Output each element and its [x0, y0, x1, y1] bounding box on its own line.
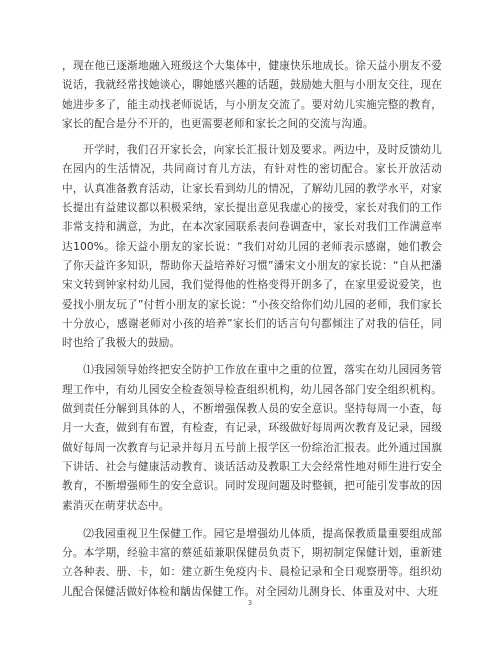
document-body: [62, 57, 442, 602]
paragraph-parent-meeting: 开学时，我们召开家长会，向家长汇报计划及要求。两边中，及时反馈幼儿在园内的生活情况，共同商讨育儿方法，有针对性的密切配合。家长开放活动中，认真准备教育活动，让家长看到幼儿的情况，了解幼儿园的教学水平，对家长提出有益建议都以积极采纳，家长提出意见我虚心的接受，家长对我们的工作非常支持和满意，为此，在本次家园联系表问卷调查中，家长对我们工作满意率达100%。徐天益小朋友的家长说：“我们对幼儿园的老师表示感谢，她们教会了你天益许多知识，帮助你天益培养好习惯”潘宋文小朋友的家长说：“自从把潘宋文转到钟家村幼儿园，我们觉得他的性格变得开朗多了，在家里爱说爱笑，也爱找小朋友玩了”付哲小朋友的家长说：“小孩交给你们幼儿园的老师，我们家长十分放心，感谢老师对小孩的培养”家长们的话言句句都倾注了对我的信任，同时也给了我极大的鼓励。: [62, 144, 442, 350]
page-number: 3: [247, 599, 253, 607]
paragraph-home-school-communication: ，现在他已逐渐地融入班级这个大集体中，健康快乐地成长。徐天益小朋友不爱说话，我就经常找她谈心，聊她感兴趣的话题，鼓励她大胆与小朋友交往，现在她进步多了，能主动找老师说话，与小朋友交流了。要对幼儿实施完整的教育，家长的配合是分不开的，也更需要老师和家长之间的交流与沟通。: [62, 60, 442, 130]
paragraph-safety-work: ⑴我园领导始终把安全防护工作放在重中之重的位置，落实在幼儿园园务管理工作中，有幼儿园安全检查领导检查组织机构，幼儿园各部门安全组织机构。做到责任分解到具体的人，不断增强保教人员的安全意识。坚持每周一小查，每月一大查，做到有布置，有检查，有记录，环级做好每周两次教育及记录，园级做好每周一次教育与记录并每月五号前上报学区一份综治汇报表。此外通过国旗下讲话、社会与健康活动教育、谈话活动及教职工大会经常性地对师生进行安全教育，不断增强师生的安全意识。同时发现问题及时整顿，把可能引发事故的因素消灭在萌芽状态中。: [62, 364, 442, 512]
paragraph-health-care: ⑵我园重视卫生保健工作。园它是增强幼儿体质，提高保教质量重要组成部分。本学期，经验丰富的蔡延茹兼职保健员负责下，期初制定保健计划，重新建立各种表、册、卡，如：建立新生免疫内卡、晨检记录和全日观察册等。组织幼儿配合保健活做好体检和龋齿保健工作。对全园幼儿测身长、体重及对中、大班: [62, 527, 442, 598]
